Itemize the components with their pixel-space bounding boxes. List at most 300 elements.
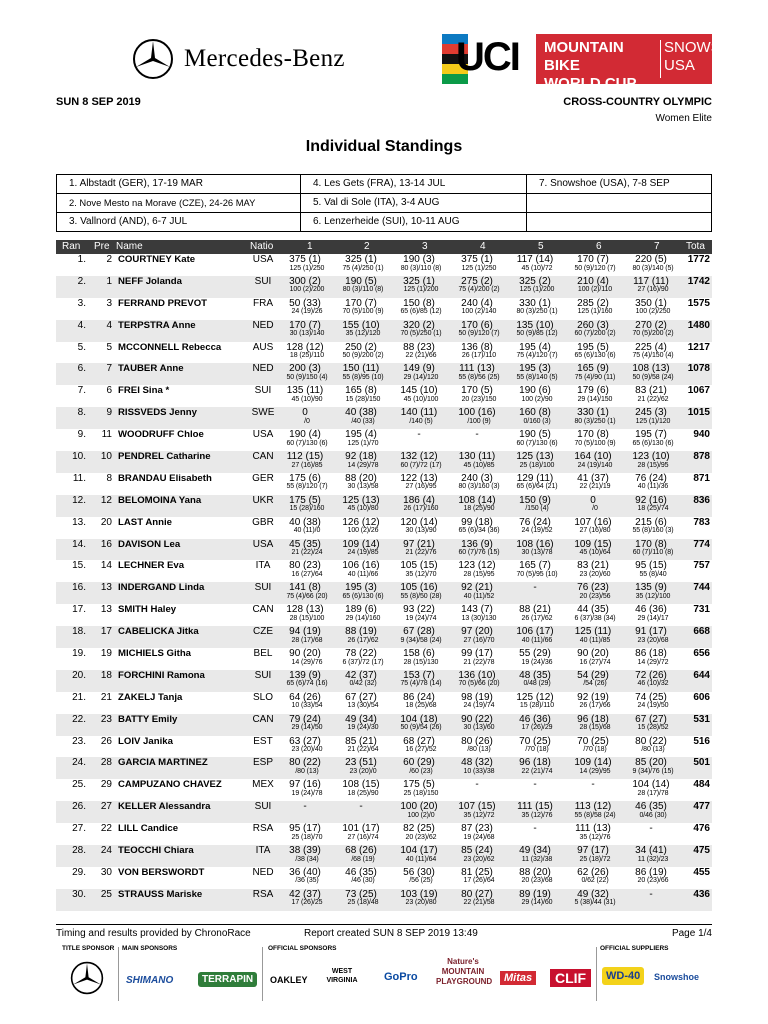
total-cell: 1078 [687,363,710,375]
nation-cell: GBR [252,516,274,528]
race-detail-cell: 65 (6)/85 (12) [400,308,442,316]
nation-cell: GER [252,472,274,484]
previous-rank-cell: 9 [106,407,112,419]
rider-name-cell: INDERGAND Linda [118,582,205,594]
rank-cell: 9. [77,429,86,441]
previous-rank-cell: 21 [100,691,112,703]
race-detail-cell: /38 (34) [295,855,319,863]
previous-rank-cell: 13 [100,582,112,594]
series-line-1: MOUNTAIN BIKE [544,39,624,74]
nation-cell: SLO [252,691,273,703]
race-score-cell: 101 (17) [342,823,380,835]
previous-rank-cell: 10 [100,451,112,463]
race-detail-cell: 55 (8)/50 (28) [400,592,442,600]
race-detail-cell: 45 (10)/72 [521,264,553,272]
table-row [56,736,712,758]
rank-cell: 11. [72,472,86,484]
race-detail-cell: 50 (9)/200 (2) [342,352,384,360]
table-row [56,626,712,648]
race-score-cell: 132 (12) [400,451,438,463]
report-created: Report created SUN 8 SEP 2019 13:49 [304,928,478,939]
rider-name-cell: BRANDAU Elisabeth [118,472,212,484]
total-cell: 668 [693,626,710,638]
race-score-cell: 195 (5) [577,341,609,353]
race-detail-cell: 29 (14)/160 [345,614,381,622]
race-score-cell: 112 (15) [286,451,324,463]
race-score-cell: 95 (17) [289,823,321,835]
race-detail-cell: 18 (25)/110 [289,352,325,360]
race-detail-cell: 100 (2)/110 [577,286,613,294]
race-score-cell: 125 (13) [516,451,554,463]
race-detail-cell: 100 (2)/250 [635,308,671,316]
race-score-cell: 83 (21) [577,560,609,572]
previous-rank-cell: 5 [106,341,112,353]
race-score-cell: 92 (18) [345,451,377,463]
race-score-cell: 103 (19) [400,888,438,900]
uci-logo [442,34,542,84]
race-score-cell: - [591,779,595,791]
table-row [56,670,712,692]
race-score-cell: 150 (9) [519,494,551,506]
rank-cell: 23. [72,735,86,747]
race-score-cell: 300 (2) [289,275,321,287]
race-score-cell: 240 (4) [461,297,493,309]
race-detail-cell: /80 (13) [295,767,319,775]
race-detail-cell: 23 (20)/68 [637,636,669,644]
race-detail-cell: 18 (25)/90 [463,505,495,513]
race-score-cell: 36 (40) [289,866,321,878]
rank-cell: 30. [72,888,86,900]
previous-rank-cell: 7 [106,363,112,375]
race-score-cell: 220 (5) [635,254,667,265]
rider-name-cell: RISSVEDS Jenny [118,407,197,419]
table-row [56,779,712,801]
race-score-cell: 85 (21) [345,735,377,747]
race-detail-cell: 40 (11)/36 [637,483,669,491]
west-virginia-logo: WEST VIRGINIA [326,968,358,984]
race-score-cell: 0 [302,407,308,419]
rider-name-cell: MICHIELS Githa [118,648,192,660]
race-score-cell: 67 (28) [403,626,435,638]
nation-cell: SUI [254,669,272,681]
race-detail-cell: 100 (2)/90 [521,395,553,403]
previous-rank-cell: 23 [100,713,112,725]
race-score-cell: - [533,823,537,835]
race-score-cell: 42 (37) [289,888,321,900]
rank-cell: 15. [72,560,86,572]
total-cell: 484 [693,779,710,791]
race-score-cell: 109 (14) [574,757,612,769]
race-detail-cell: 25 (18)/72 [579,855,611,863]
table-row [56,714,712,736]
table-row [56,495,712,517]
race-detail-cell: 40 (11)/0 [293,527,321,535]
table-row [56,757,712,779]
previous-rank-cell: 22 [100,823,112,835]
race-detail-cell: 29 (14)/50 [291,724,323,732]
nation-cell: AUS [252,341,274,353]
race-score-cell: 175 (5) [289,494,321,506]
official-suppliers-label: OFFICIAL SUPPLIERS [600,945,669,952]
race-score-cell: 73 (25) [345,888,377,900]
race-score-cell: 85 (20) [635,757,667,769]
col-rank: Ran [62,241,81,252]
race-score-cell: 158 (6) [403,648,435,660]
race-detail-cell: 75 (4)/150 (4) [632,352,674,360]
table-row [56,451,712,473]
race-score-cell: 64 (26) [289,691,321,703]
race-detail-cell: 75 (4)/250 (1) [342,264,384,272]
badge-divider [660,40,661,78]
table-row [56,298,712,320]
race-detail-cell: 50 (9)/85 (12) [516,330,558,338]
race-detail-cell: 30 (13)/78 [521,549,553,557]
official-sponsors-label: OFFICIAL SPONSORS [268,945,337,952]
mercedes-star-icon [132,38,174,80]
rider-name-cell: NEFF Jolanda [118,275,182,287]
race-detail-cell: 19 (24)/74 [405,614,437,622]
rider-name-cell: LOIV Janika [118,735,173,747]
race-detail-cell: 55 (8)/58 (24) [574,811,616,819]
rider-name-cell: TERPSTRA Anne [118,319,196,331]
race-score-cell: 190 (5) [345,275,377,287]
race-score-cell: 104 (17) [400,845,438,857]
race-score-cell: 123 (12) [458,560,496,572]
race-detail-cell: 22 (21)/66 [405,352,437,360]
race-score-cell: 34 (41) [635,845,667,857]
race-score-cell: 107 (15) [458,801,496,813]
race-detail-cell: 25 (18)/48 [347,899,379,907]
mountain-playground-logo: Nature's MOUNTAIN PLAYGROUND [436,957,493,986]
race-score-cell: 111 (13) [575,823,611,835]
total-cell: 656 [693,648,710,660]
race-score-cell: 46 (35) [345,866,377,878]
rank-cell: 10. [72,451,86,463]
race-score-cell: 175 (6) [289,472,321,484]
page-title: Individual Standings [305,138,463,155]
rank-cell: 19. [72,648,86,660]
race-score-cell: 128 (13) [286,604,324,616]
race-score-cell: 190 (3) [403,254,435,265]
col-race-1: 1 [307,241,313,252]
rank-cell: 21. [72,691,86,703]
race-detail-cell: 100 (2)/0 [407,811,435,819]
sponsor-divider [596,947,597,1001]
series-line-2: WORLD CUP [544,75,637,92]
previous-rank-cell: 19 [100,648,112,660]
race-score-cell: 54 (29) [577,669,609,681]
race-detail-cell: 28 (15)/100 [289,614,325,622]
race-detail-cell: 50 (9)/120 (7) [574,264,616,272]
race-score-cell: 48 (32) [461,757,493,769]
race-score-cell: - [359,801,363,813]
race-detail-cell: 21 (22)/64 [347,746,379,754]
race-detail-cell: /70 (18) [525,746,549,754]
race-detail-cell: 40 (11)/66 [347,570,379,578]
previous-rank-cell: 3 [106,297,112,309]
race-detail-cell: 125 (1)/120 [635,417,671,425]
races-list [56,174,712,232]
race-score-cell: 44 (35) [577,604,609,616]
race-detail-cell: 10 (33)/54 [291,702,323,710]
race-detail-cell: 25 (18)/100 [519,461,555,469]
race-detail-cell: 40 (11)/85 [579,636,611,644]
table-row [56,582,712,604]
venue-line-2: USA [664,57,695,74]
race-score-cell: 45 (35) [289,538,321,550]
race-score-cell: 130 (11) [458,451,496,463]
table-row [56,385,712,407]
race-score-cell: 170 (7) [345,297,377,309]
previous-rank-cell: 28 [100,757,112,769]
venue-name [664,39,754,75]
previous-rank-cell: 13 [100,604,112,616]
race-score-cell: 125 (11) [574,626,612,638]
race-score-cell: 155 (10) [342,319,380,331]
race-score-cell: 63 (27) [289,735,321,747]
col-name: Name [116,241,143,252]
previous-rank-cell: 20 [100,516,112,528]
race-detail-cell: 65 (6)/130 (6) [342,592,384,600]
rider-name-cell: LILL Candice [118,823,179,835]
race-score-cell: 50 (33) [289,297,321,309]
race-detail-cell: 9 (34)/58 (24) [400,636,442,644]
race-detail-cell: 55 (8)/56 (25) [458,373,500,381]
race-detail-cell: 14 (29)/78 [347,461,379,469]
race-detail-cell: 15 (28)/110 [519,702,555,710]
race-detail-cell: 30 (13)/58 [347,483,379,491]
race-item: 7. Snowshoe (USA), 7-8 SEP [527,175,712,194]
race-score-cell: 108 (13) [632,363,670,375]
race-detail-cell: 27 (16)/70 [463,636,495,644]
col-prev: Pre [94,241,110,252]
rank-cell: 2. [77,275,86,287]
previous-rank-cell: 1 [106,275,112,287]
race-detail-cell: 80 (3)/250 (1) [574,417,616,425]
race-score-cell: 90 (22) [461,713,493,725]
race-score-cell: 95 (15) [635,560,667,572]
race-score-cell: 97 (16) [289,779,321,791]
table-row [56,889,712,911]
race-score-cell: 56 (30) [403,866,435,878]
race-score-cell: 80 (27) [461,888,493,900]
table-row [56,539,712,561]
rank-cell: 3. [77,297,86,309]
nation-cell: NED [252,319,274,331]
race-score-cell: 86 (19) [635,866,667,878]
race-score-cell: 100 (20) [400,801,438,813]
race-detail-cell: 60 (7)/200 (2) [574,330,616,338]
race-score-cell: 160 (8) [519,407,551,419]
standings-header [56,240,712,254]
nation-cell: FRA [253,297,273,309]
col-race-5: 5 [538,241,544,252]
race-detail-cell: 55 (8)/120 (7) [286,483,328,491]
rank-cell: 6. [77,363,86,375]
nation-cell: SUI [254,385,272,397]
race-detail-cell: 21 (22)/76 [405,549,437,557]
race-detail-cell: 22 (21)/74 [521,767,553,775]
race-detail-cell: 20 (23)/68 [521,877,553,885]
nation-cell: CAN [252,451,274,463]
total-cell: 871 [693,472,710,484]
mercedes-wordmark: Mercedes-Benz [184,45,345,72]
nation-cell: NED [252,363,274,375]
race-detail-cell: 30 (13)/60 [463,724,495,732]
race-score-cell: 67 (27) [345,691,377,703]
race-score-cell: 97 (17) [577,845,609,857]
nation-cell: NED [252,866,274,878]
race-score-cell: 96 (18) [519,757,551,769]
col-race-3: 3 [422,241,428,252]
previous-rank-cell: 25 [100,888,112,900]
rank-cell: 27. [72,823,86,835]
race-detail-cell: 27 (16)/95 [405,483,437,491]
sponsor-divider [262,947,263,1001]
total-cell: 774 [693,538,710,550]
rank-cell: 8. [77,407,86,419]
race-score-cell: 330 (1) [519,297,551,309]
main-sponsors-label: MAIN SPONSORS [122,945,178,952]
race-score-cell: 105 (16) [400,582,438,594]
wd40-logo: WD-40 [602,967,644,985]
race-detail-cell: 19 (24)/36 [521,658,553,666]
race-detail-cell: 16 (27)/74 [579,658,611,666]
race-score-cell: 117 (11) [633,275,669,287]
rider-name-cell: CAMPUZANO CHAVEZ [118,779,222,791]
race-score-cell: 179 (6) [577,385,609,397]
total-cell: 436 [693,888,710,900]
race-score-cell: 200 (3) [289,363,321,375]
race-score-cell: 70 (25) [577,735,609,747]
rider-name-cell: FORCHINI Ramona [118,669,205,681]
race-score-cell: 113 (12) [574,801,612,813]
venue-line-1: SNOWSHOE [664,39,754,56]
race-detail-cell: 6 (37)/72 (17) [342,658,384,666]
race-score-cell: 88 (21) [519,604,551,616]
race-score-cell: 70 (25) [519,735,551,747]
race-detail-cell: /70 (18) [583,746,607,754]
race-detail-cell: 27 (16)/85 [291,461,323,469]
race-score-cell: 120 (14) [400,516,438,528]
race-score-cell: 215 (6) [635,516,667,528]
gopro-logo: GoPro [384,971,418,983]
race-detail-cell: 35 (12)/72 [463,811,495,819]
race-detail-cell: 50 (9)/150 (4) [286,373,328,381]
total-cell: 476 [693,823,710,835]
race-score-cell: 92 (21) [461,582,493,594]
table-row [56,363,712,385]
total-cell: 1480 [687,319,710,331]
rider-name-cell: MCCONNELL Rebecca [118,341,222,353]
race-score-cell: 350 (1) [635,297,667,309]
rank-cell: 28. [72,845,86,857]
race-detail-cell: 20 (23)/56 [579,592,611,600]
race-score-cell: 80 (22) [289,757,321,769]
nation-cell: USA [252,538,274,550]
rider-name-cell: KELLER Alessandra [118,801,211,813]
race-score-cell: 106 (16) [342,560,380,572]
race-detail-cell: 20 (23)/150 [461,395,497,403]
rider-name-cell: FREI Sina * [118,385,170,397]
previous-rank-cell: 27 [100,801,112,813]
race-detail-cell: 50 (9)/54 (26) [400,724,442,732]
race-score-cell: - [533,582,537,594]
race-score-cell: 111 (13) [459,363,495,375]
total-cell: 501 [693,757,710,769]
race-score-cell: 136 (9) [461,538,493,550]
race-detail-cell: 80 (3)/110 (8) [400,264,442,272]
race-score-cell: 46 (36) [519,713,551,725]
race-score-cell: 46 (35) [635,801,667,813]
race-score-cell: 141 (8) [289,582,321,594]
nation-cell: USA [252,254,274,265]
race-score-cell: 99 (18) [461,516,493,528]
race-score-cell: - [417,429,421,441]
rank-cell: 16. [72,582,86,594]
race-score-cell: 49 (34) [345,713,377,725]
race-detail-cell: 30 (13)/90 [405,527,437,535]
race-score-cell: 285 (2) [577,297,609,309]
race-detail-cell: 26 (17)/62 [521,614,553,622]
total-cell: 1742 [687,275,710,287]
race-score-cell: 190 (4) [289,429,321,441]
race-item: 2. Nove Mesto na Morave (CZE), 24-26 MAY [57,194,301,213]
race-detail-cell: 125 (1)/250 [289,264,325,272]
race-score-cell: 80 (22) [635,735,667,747]
timing-credit: Timing and results provided by ChronoRace [56,928,251,939]
race-detail-cell: 80 (3)/140 (5) [632,264,674,272]
race-detail-cell: 60 (7)/130 (6) [516,439,558,447]
race-score-cell: 89 (19) [519,888,551,900]
race-score-cell: 195 (4) [345,429,377,441]
race-detail-cell: 35 (12)/76 [521,811,553,819]
race-detail-cell: 20 (23)/62 [405,833,437,841]
race-detail-cell: 65 (6)/74 (16) [286,680,328,688]
total-cell: 477 [693,801,710,813]
race-detail-cell: 75 (4)/66 (20) [286,592,328,600]
shimano-logo: SHIMANO [126,975,174,986]
table-row [56,473,712,495]
race-detail-cell: 80 (3)/160 (3) [458,483,500,491]
race-score-cell: 62 (26) [577,866,609,878]
race-score-cell: 122 (13) [400,472,438,484]
rider-name-cell: BELOMOINA Yana [118,494,202,506]
race-detail-cell: 17 (26)/29 [521,724,553,732]
nation-cell: SUI [254,275,272,287]
race-detail-cell: 0/48 (29) [523,680,551,688]
nation-cell: CAN [252,604,274,616]
race-detail-cell: 15 (28)/150 [345,395,381,403]
event-name: CROSS-COUNTRY OLYMPIC [563,96,712,108]
race-score-cell: 106 (17) [516,626,554,638]
rank-cell: 26. [72,801,86,813]
race-score-cell: 135 (11) [286,385,324,397]
race-score-cell: 55 (29) [519,648,551,660]
race-score-cell: 250 (2) [345,341,377,353]
total-cell: 606 [693,691,710,703]
rank-cell: 13. [72,516,86,528]
race-detail-cell: 19 (24)/78 [291,789,323,797]
col-total: Tota [686,241,705,252]
race-detail-cell: 45 (10)/85 [463,461,495,469]
nation-cell: ITA [255,845,271,857]
race-score-cell: 40 (38) [289,516,321,528]
race-detail-cell: 30 (13)/140 [289,330,325,338]
race-detail-cell: 24 (19)/50 [637,702,669,710]
race-score-cell: 140 (11) [400,407,438,419]
race-detail-cell: 100 (2)/140 [461,308,497,316]
